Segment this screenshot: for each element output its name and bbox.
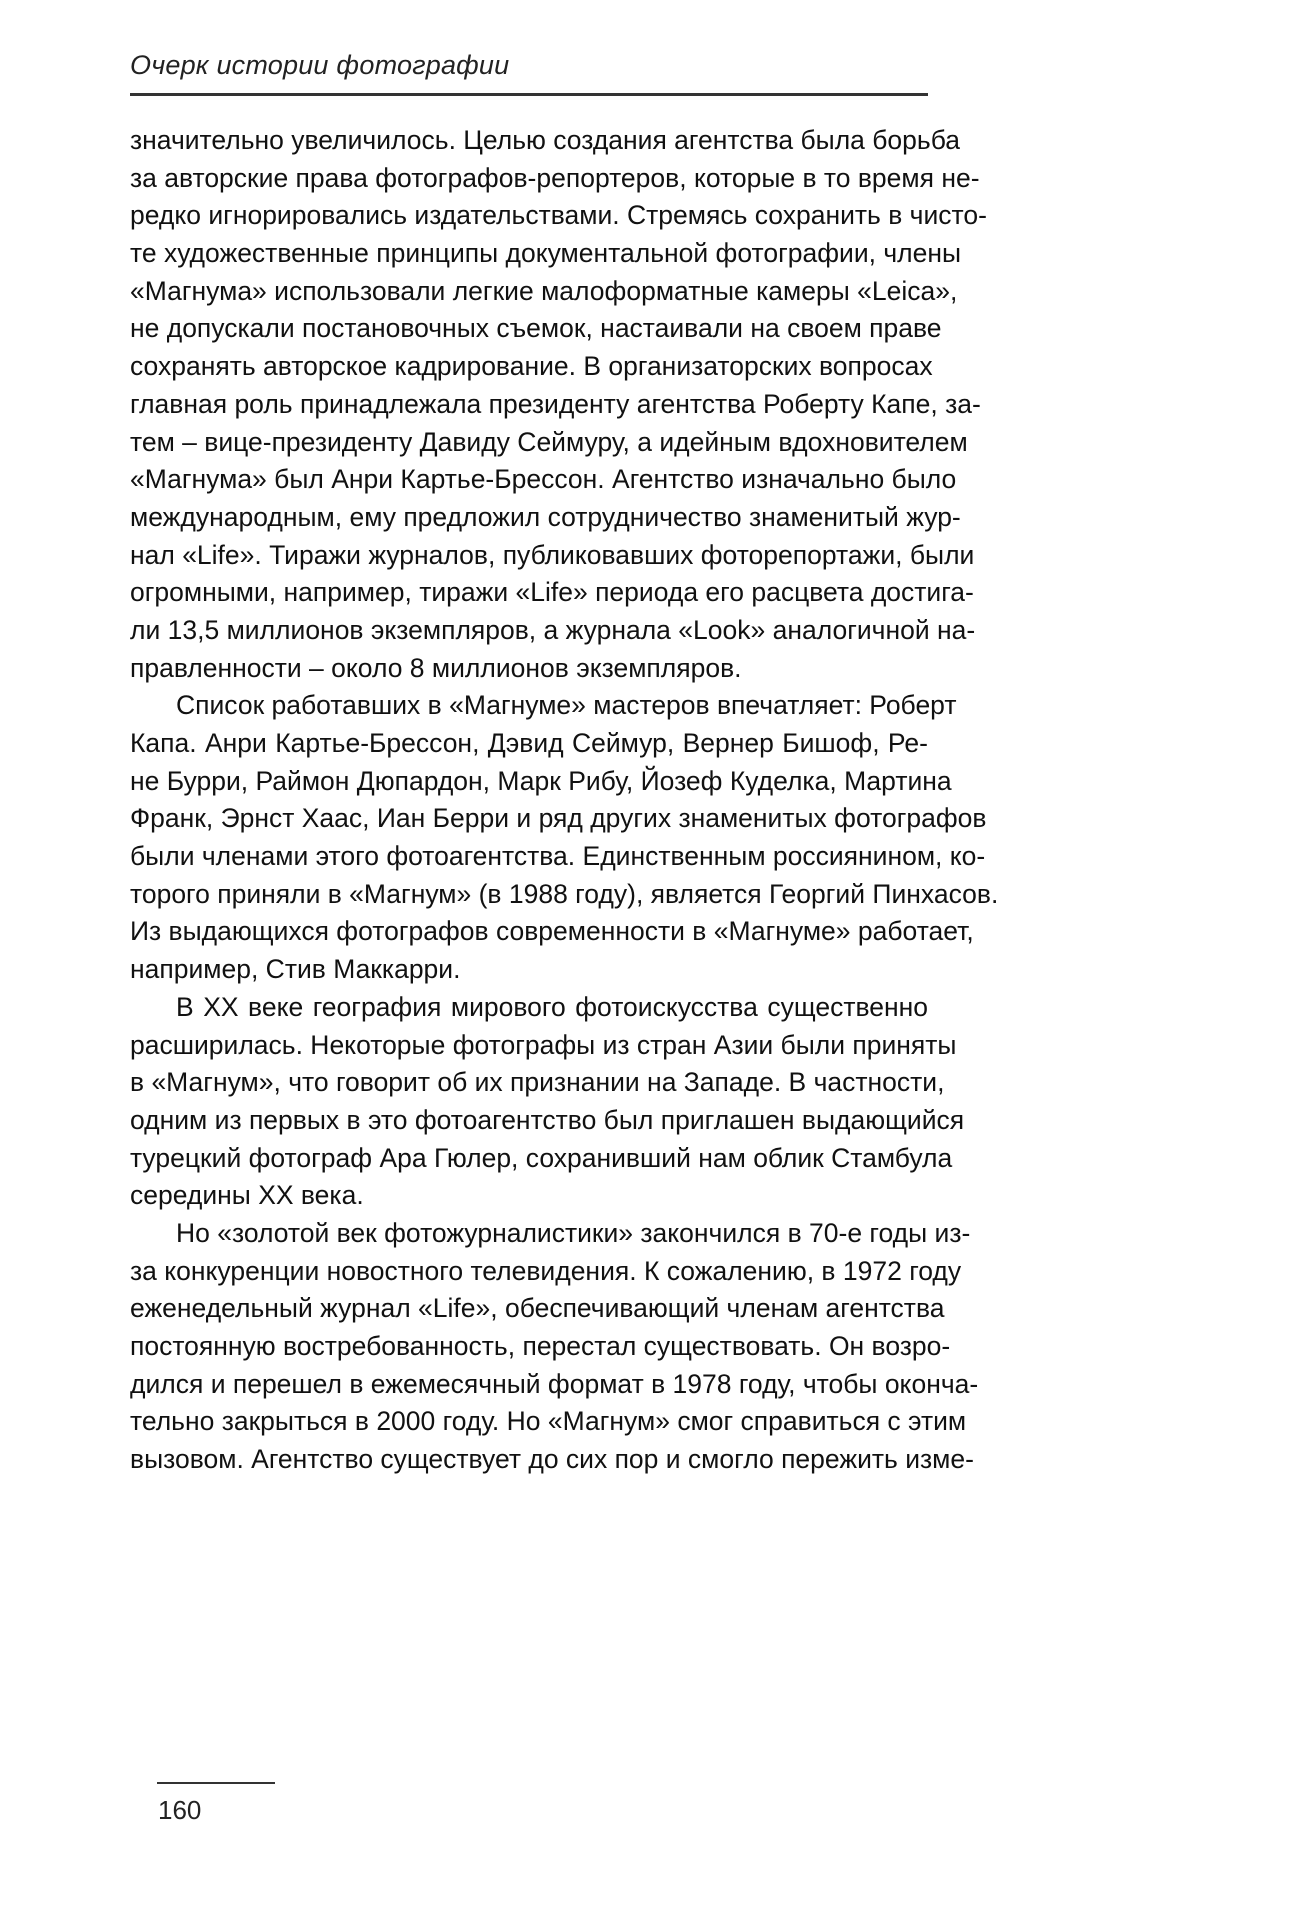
body-text <box>130 122 999 1479</box>
text-line: правленности – около 8 миллионов экземпляров. <box>130 652 742 683</box>
paragraph <box>130 687 999 989</box>
paragraph <box>130 122 987 687</box>
text-line: турецкий фотограф Ара Гюлер, сохранивший нам облик Стамбула <box>130 1142 953 1173</box>
text-line: не Бурри, Раймон Дюпардон, Марк Рибу, Йозеф Куделка, Мартина <box>130 765 952 796</box>
text-line: редко игнорировались издательствами. Стремясь сохранить в чисто- <box>130 200 987 231</box>
page-number: 160 <box>158 1795 202 1825</box>
text-line: Франк, Эрнст Хаас, Иан Берри и ряд других знаменитых фотографов <box>130 803 987 834</box>
text-line: главная роль принадлежала президенту агентства Роберту Капе, за- <box>130 388 981 419</box>
text-line: Список работавших в «Магнуме» мастеров впечатляет: Роберт <box>176 690 957 721</box>
paragraph <box>130 1215 979 1479</box>
text-line: еженедельный журнал «Life», обеспечивающий членам агентства <box>130 1293 945 1324</box>
text-line: не допускали постановочных съемок, настаивали на своем праве <box>130 313 942 344</box>
text-line: «Магнума» был Анри Картье-Брессон. Агентство изначально было <box>130 464 957 495</box>
text-line: Но «золотой век фотожурналистики» закончился в 70-е годы из- <box>176 1217 971 1248</box>
text-line: например, Стив Маккарри. <box>130 954 461 985</box>
text-line: ли 13,5 миллионов экземпляров, а журнала «Look» аналогичной на- <box>130 614 976 645</box>
text-line: за конкуренции новостного телевидения. К сожалению, в 1972 году <box>130 1255 962 1286</box>
text-line: вызовом. Агентство существует до сих пор и смогло пережить изме- <box>130 1444 974 1475</box>
text-line: «Магнума» использовали легкие малоформатные камеры «Leica», <box>130 275 958 306</box>
text-line: торого приняли в «Магнум» (в 1988 году), является Георгий Пинхасов. <box>130 878 999 909</box>
text-line: были членами этого фотоагентства. Единственным россиянином, ко- <box>130 841 986 872</box>
text-line: одним из первых в это фотоагентство был приглашен выдающийся <box>130 1104 965 1135</box>
text-line: в «Магнум», что говорит об их признании на Западе. В частности, <box>130 1067 945 1098</box>
text-line: сохранять авторское кадрирование. В организаторских вопросах <box>130 351 933 382</box>
text-line: расширилась. Некоторые фотографы из стран Азии были приняты <box>130 1029 957 1060</box>
text-line: за авторские права фотографов-репортеров, которые в то время не- <box>130 162 980 193</box>
text-line: Из выдающихся фотографов современности в «Магнуме» работает, <box>130 916 974 947</box>
text-line: В XX веке география мирового фотоискусства существенно <box>176 991 928 1022</box>
text-line: постоянную востребованность, перестал существовать. Он возро- <box>130 1331 951 1361</box>
text-line: тем – вице-президенту Давиду Сеймуру, а идейным вдохновителем <box>130 426 968 457</box>
text-line: середины XX века. <box>130 1180 364 1211</box>
header-rule <box>130 93 928 96</box>
text-line: дился и перешел в ежемесячный формат в 1978 году, чтобы оконча- <box>130 1368 979 1399</box>
paragraph <box>130 989 965 1215</box>
text-line: значительно увеличилось. Целью создания агентства была борьба <box>130 125 961 155</box>
text-line: те художественные принципы документальной фотографии, члены <box>130 238 962 269</box>
running-head-title: Очерк истории фотографии <box>130 50 510 80</box>
text-line: Капа. Анри Картье-Брессон, Дэвид Сеймур, Вернер Бишоф, Ре- <box>130 728 928 758</box>
text-line: нал «Life». Тиражи журналов, публиковавших фоторепортажи, были <box>130 539 975 570</box>
text-line: огромными, например, тиражи «Life» периода его расцвета достига- <box>130 577 974 608</box>
text-line: международным, ему предложил сотрудничество знаменитый жур- <box>130 501 961 532</box>
text-line: тельно закрыться в 2000 году. Но «Магнум» смог справиться с этим <box>130 1406 967 1437</box>
footer-rule <box>157 1782 275 1784</box>
